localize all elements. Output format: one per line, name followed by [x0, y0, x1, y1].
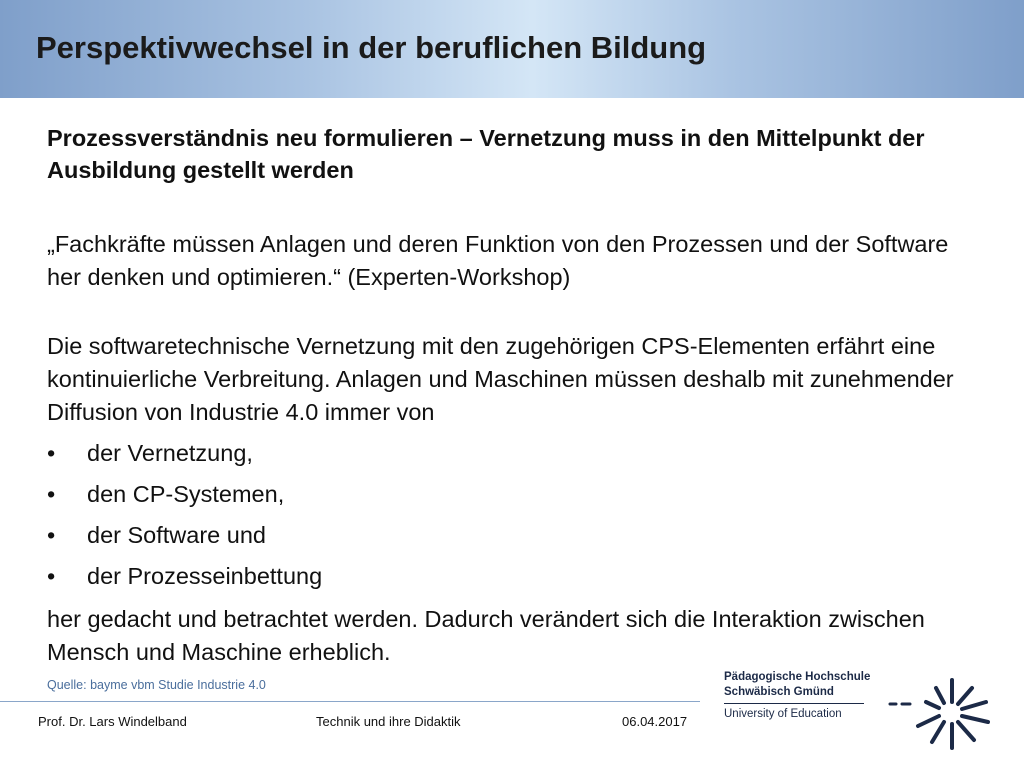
list-item [47, 560, 322, 601]
university-logo-text [724, 670, 884, 720]
bullet-text: der Vernetzung, [87, 440, 253, 466]
footer-topic: Technik und ihre Didaktik [316, 714, 461, 729]
list-item [47, 437, 322, 478]
expert-quote: „Fachkräfte müssen Anlagen und deren Funktion von den Prozessen und der Software her denken und optimieren.“ (Experten-Workshop) [47, 231, 949, 290]
bullet-list [47, 437, 322, 601]
list-item [47, 519, 322, 560]
logo-line-1: Pädagogische Hochschule [724, 671, 871, 683]
bullet-text: der Prozesseinbettung [87, 563, 323, 589]
bullet-icon: • [47, 481, 56, 507]
bullet-icon: • [47, 440, 56, 466]
bullet-text: der Software und [87, 522, 266, 548]
footer-author: Prof. Dr. Lars Windelband [38, 714, 187, 729]
bullet-icon: • [47, 563, 56, 589]
footer-date: 06.04.2017 [622, 714, 688, 729]
bullet-text: den CP-Systemen, [87, 481, 285, 507]
body-outro: her gedacht und betrachtet werden. Dadurch verändert sich die Interaktion zwischen Mensch und Maschine erheblich. [47, 606, 925, 665]
logo-line-3: University of Education [724, 708, 842, 720]
list-item [47, 478, 322, 519]
logo-separator [724, 703, 864, 704]
source-citation: Quelle: bayme vbm Studie Industrie 4.0 [47, 678, 266, 692]
bullet-icon: • [47, 522, 56, 548]
footer-divider [0, 701, 700, 702]
university-burst-icon [888, 662, 1008, 752]
slide-subtitle: Prozessverständnis neu formulieren – Vernetzung muss in den Mittelpunkt der Ausbildung gestellt werden [47, 125, 925, 183]
slide-title: Perspektivwechsel in der beruflichen Bildung [36, 30, 707, 65]
body-intro: Die softwaretechnische Vernetzung mit den zugehörigen CPS-Elementen erfährt eine kontinuierliche Verbreitung. Anlagen und Maschinen müssen deshalb mit zunehmender Diffusion von Industrie 4.0 immer von [47, 333, 954, 425]
logo-line-2: Schwäbisch Gmünd [724, 686, 834, 698]
